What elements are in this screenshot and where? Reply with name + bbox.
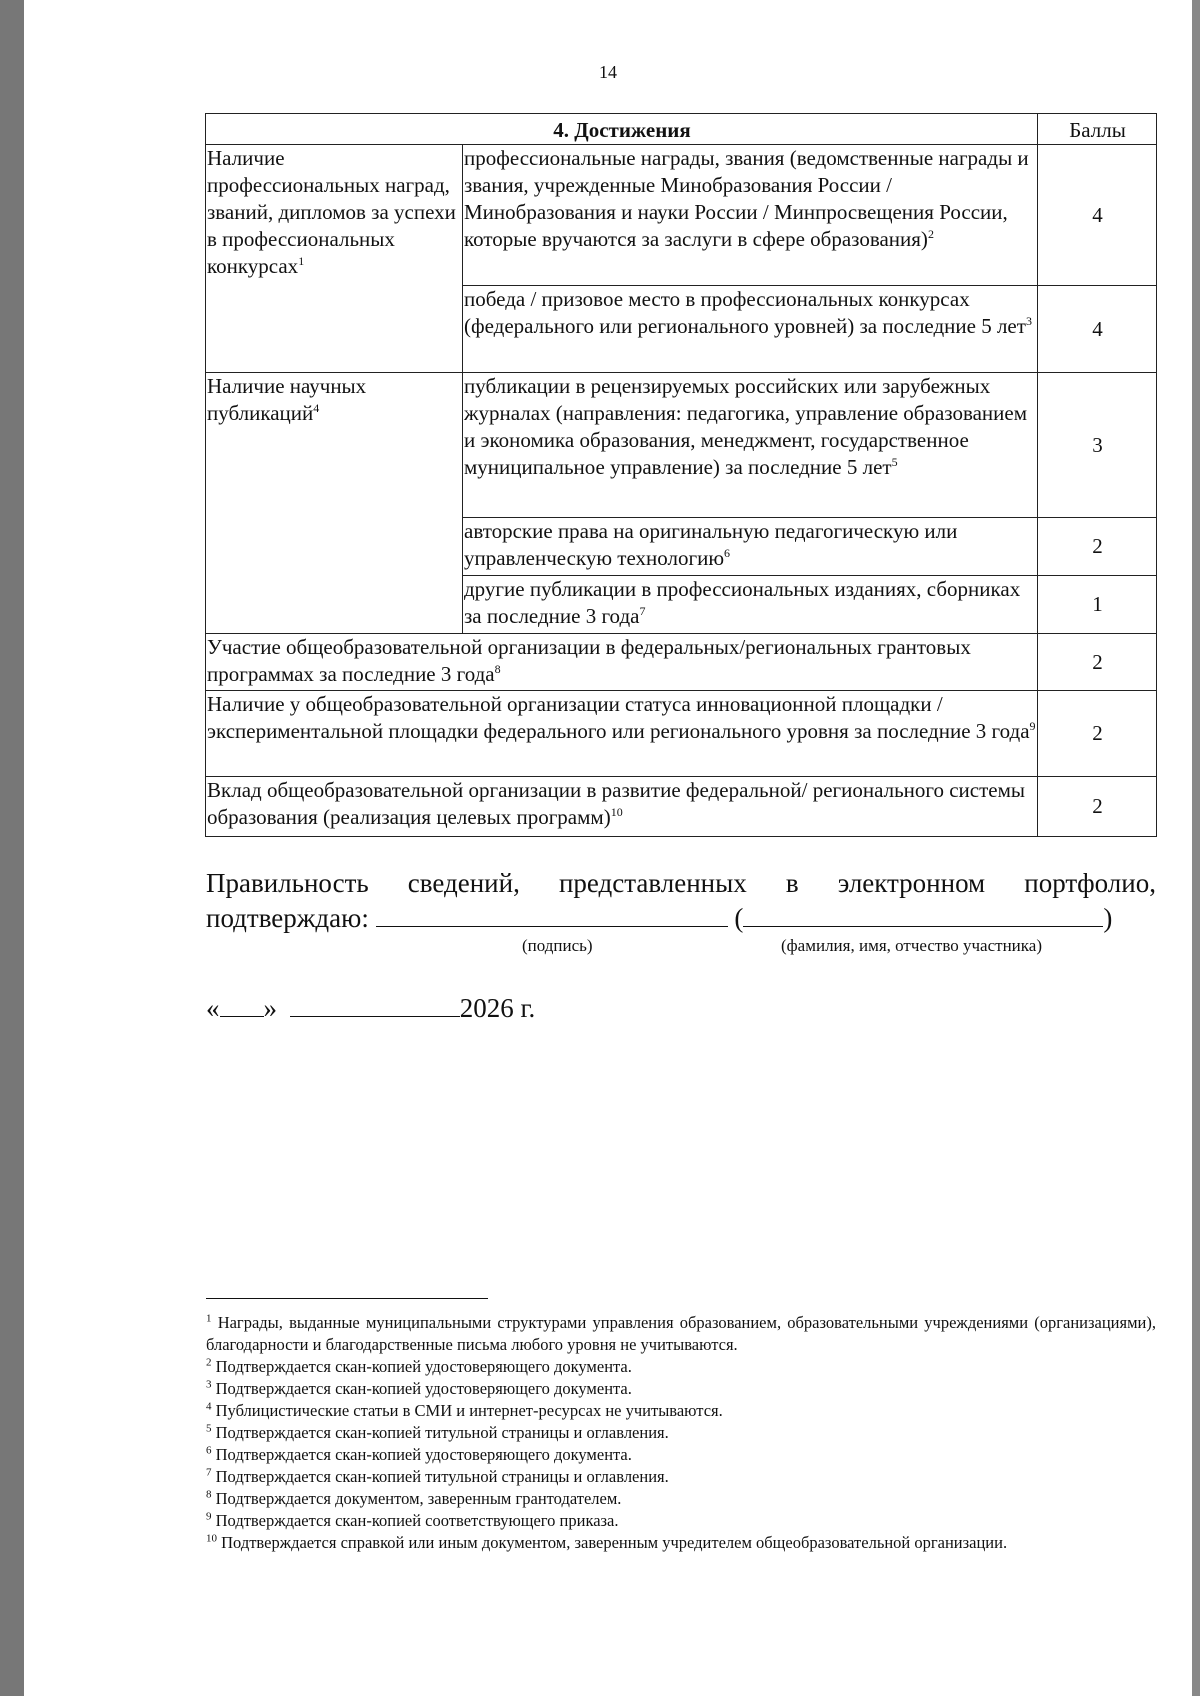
points-value: 3 (1038, 373, 1157, 518)
footnote-ref: 5 (891, 455, 898, 469)
criterion-text: профессиональные награды, звания (ведомственные награды и звания, учрежденные Минобразования России / Минобразования и науки России / Минпросвещения России, которые вручаются за заслуги в сфере образования)$^2$ (463, 145, 1038, 286)
month-field[interactable] (290, 990, 460, 1017)
criterion-text: победа / призовое место в профессиональных конкурсах (федерального или регионального уровней) за последние 5 лет$^3$ (463, 286, 1038, 373)
footnote-item: $^5$ Подтверждается скан-копией титульной страницы и оглавления. (206, 1422, 669, 1442)
footnote-item: $^3$ Подтверждается скан-копией удостоверяющего документа. (206, 1378, 632, 1398)
criterion-text: Вклад общеобразовательной организации в развитие федеральной/ регионального системы образования (реализация целевых программ)$^{10}$ (206, 777, 1038, 837)
criterion-text: Наличие у общеобразовательной организации статуса инновационной площадки / экспериментальной площадки федерального или регионального уровня за последние 3 года$^9$ (206, 691, 1038, 777)
name-caption: (фамилия, имя, отчество участника) (781, 936, 1042, 955)
achievements-table (205, 113, 1157, 837)
criterion-text: другие публикации в профессиональных изданиях, сборниках за последние 3 года$^7$ (463, 576, 1038, 634)
footnote-ref: 7 (639, 604, 646, 618)
footnote-item: $^{10}$ Подтверждается справкой или иным документом, заверенным учредителем общеобразовательной организации. (206, 1532, 1008, 1552)
table-row (206, 145, 1157, 286)
section-title: 4. Достижения (206, 114, 1038, 145)
footnotes (206, 1312, 1156, 1554)
table-row (206, 691, 1157, 777)
confirmation-line-1: Правильность сведений, представленных в электронном портфолио, (206, 868, 1156, 898)
footnote-ref: 9 (1029, 719, 1036, 733)
footnote-item: $^8$ Подтверждается документом, заверенным грантодателем. (206, 1488, 622, 1508)
footnote-ref: 2 (927, 227, 934, 241)
footnote-item: $^7$ Подтверждается скан-копией титульной страницы и оглавления. (206, 1466, 669, 1486)
group-label: Наличие научных публикаций$^4$ (206, 373, 463, 634)
scan-left-edge (0, 0, 24, 1696)
footnote-ref: 10 (610, 805, 623, 819)
criterion-text: авторские права на оригинальную педагогическую или управленческую технологию$^6$ (463, 518, 1038, 576)
points-value: 2 (1038, 691, 1157, 777)
signature-field[interactable] (376, 900, 728, 927)
footnote-ref: 1 (298, 254, 305, 268)
footnote-ref: 3 (1025, 314, 1032, 328)
full-name-field[interactable] (743, 900, 1103, 927)
table-row (206, 777, 1157, 837)
group-label: Наличие профессиональных наград, званий, дипломов за успехи в профессиональных конкурсах$^1$ (206, 145, 463, 373)
points-header: Баллы (1038, 114, 1157, 145)
signature-caption: (подпись) (522, 936, 593, 955)
table-row (206, 634, 1157, 691)
footnote-ref: 8 (494, 662, 501, 676)
scan-right-edge (1192, 0, 1200, 1696)
footnote-item: $^1$ Награды, выданные муниципальными структурами управления образованием, образовательными учреждениями (организациями), благодарности и благодарственные письма любого уровня не учитываются. (206, 1312, 1156, 1354)
date-line: « » 2026 г. (206, 990, 535, 1024)
points-value: 2 (1038, 634, 1157, 691)
footnote-item: $^2$ Подтверждается скан-копией удостоверяющего документа. (206, 1356, 632, 1376)
points-value: 2 (1038, 777, 1157, 837)
points-value: 4 (1038, 145, 1157, 286)
confirmation-statement (206, 866, 1156, 935)
points-value: 2 (1038, 518, 1157, 576)
criterion-text: публикации в рецензируемых российских или зарубежных журналах (направления: педагогика, управление образованием и экономика образования, менеджмент, государственное муниципальное управление) за последние 5 лет$^5$ (463, 373, 1038, 518)
day-field[interactable] (220, 990, 264, 1017)
points-value: 4 (1038, 286, 1157, 373)
footnote-item: $^6$ Подтверждается скан-копией удостоверяющего документа. (206, 1444, 632, 1464)
footnote-separator (206, 1298, 488, 1299)
confirmation-line-2: подтверждаю: ( ) (206, 900, 1156, 935)
footnote-ref: 6 (724, 546, 731, 560)
points-value: 1 (1038, 576, 1157, 634)
footnote-item: $^4$ Публицистические статьи в СМИ и интернет-ресурсах не учитываются. (206, 1400, 723, 1420)
table-row (206, 373, 1157, 518)
footnote-ref: 4 (313, 401, 320, 415)
page-number: 14 (599, 62, 617, 82)
footnote-item: $^9$ Подтверждается скан-копией соответствующего приказа. (206, 1510, 619, 1530)
criterion-text: Участие общеобразовательной организации в федеральных/региональных грантовых программах за последние 3 года$^8$ (206, 634, 1038, 691)
document-page (24, 0, 1192, 1696)
table-header-row (206, 114, 1157, 145)
